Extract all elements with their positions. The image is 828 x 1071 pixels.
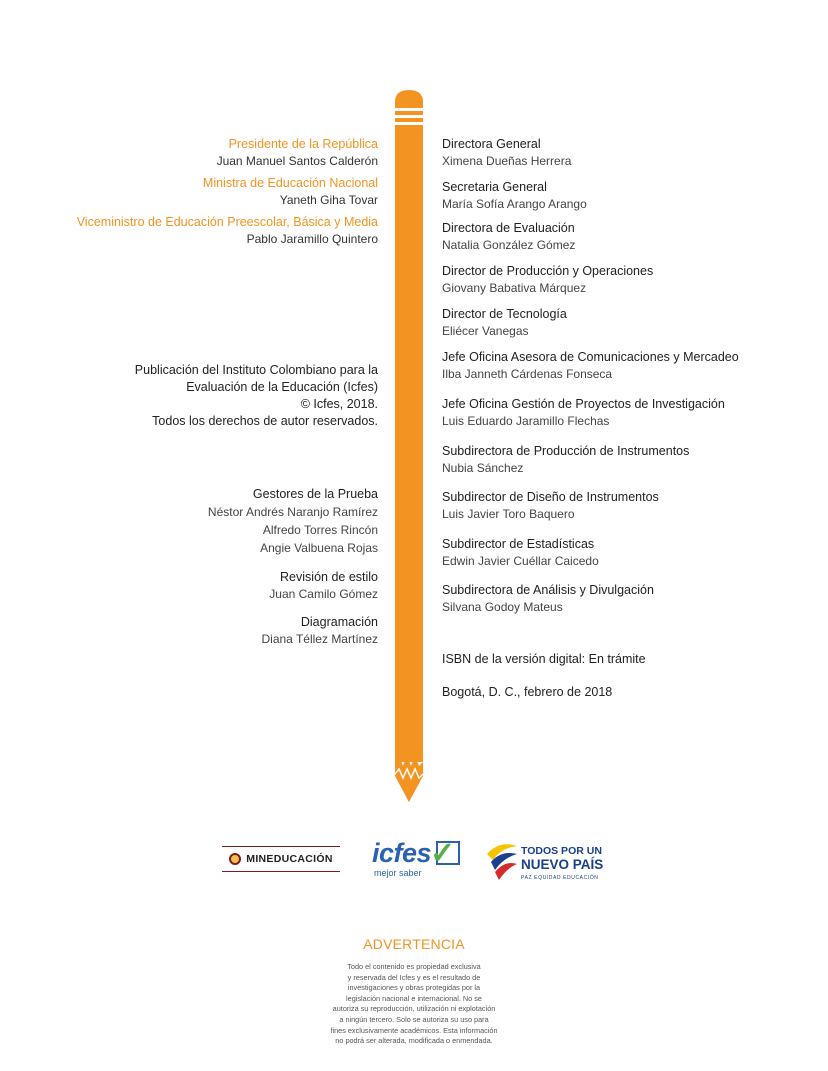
credit-title: Gestores de la Prueba: [252, 487, 378, 501]
official-name: Pablo Jaramillo Quintero: [246, 232, 378, 246]
checkmark-icon: ✓: [430, 837, 456, 870]
credit-name: Néstor Andrés Naranjo Ramírez: [207, 505, 378, 519]
advertencia-line: autoriza su reproducción, utilización ni explotación: [332, 1004, 496, 1014]
director-role: Directora General: [442, 137, 541, 151]
director-role: Director de Tecnología: [442, 307, 567, 321]
credit-name: Diana Téllez Martínez: [261, 632, 378, 646]
director-role: Subdirector de Diseño de Instrumentos: [442, 490, 659, 504]
advertencia-title: ADVERTENCIA: [363, 936, 465, 952]
flag-swoosh-icon: [485, 840, 519, 884]
place-date-text: Bogotá, D. C., febrero de 2018: [442, 685, 613, 699]
advertencia-line: legislación nacional e internacional. No se: [346, 993, 482, 1003]
credit-group: [208, 614, 378, 647]
icfes-logo-tagline: mejor saber: [374, 868, 422, 878]
director-item: [442, 263, 739, 306]
mineducacion-logo-text: MINEDUCACIÓN: [246, 853, 333, 865]
official-name: Yaneth Giha Tovar: [279, 193, 378, 207]
officials-block: [77, 136, 378, 247]
director-item: [442, 220, 739, 263]
director-item: [442, 536, 739, 582]
credit-name: Angie Valbuena Rojas: [260, 541, 378, 555]
official-item: [77, 175, 378, 208]
official-role: Ministra de Educación Nacional: [202, 176, 378, 190]
icfes-logo: [370, 838, 466, 880]
advertencia-line: y reservada del Icfes y es el resultado de: [347, 972, 481, 982]
tpu-line-1: TODOS POR UN: [521, 845, 602, 857]
credit-group: [208, 569, 378, 602]
official-role: Presidente de la República: [228, 137, 378, 151]
advertencia-line: investigaciones y obras protegidas por la: [347, 983, 481, 993]
publication-line: Evaluación de la Educación (Icfes): [186, 380, 378, 394]
director-name: María Sofía Arango Arango: [442, 197, 587, 211]
advertencia-line: no podrá ser alterada, modificada o enmendada.: [335, 1036, 493, 1046]
director-item: [442, 306, 739, 349]
credit-title: Diagramación: [300, 615, 378, 629]
advertencia-line: fines exclusivamente académicos. Esta información: [330, 1025, 498, 1035]
director-item: [442, 136, 739, 179]
director-item: [442, 396, 739, 443]
director-name: Natalia González Gómez: [442, 238, 576, 252]
director-role: Director de Producción y Operaciones: [442, 264, 654, 278]
mineducacion-logo: [222, 846, 340, 872]
publication-line: Publicación del Instituto Colombiano para la: [134, 363, 378, 377]
director-name: Edwin Javier Cuéllar Caicedo: [442, 554, 599, 568]
director-name: Silvana Godoy Mateus: [442, 600, 563, 614]
official-item: [77, 214, 378, 247]
credit-title: Revisión de estilo: [280, 570, 378, 584]
official-name: Juan Manuel Santos Calderón: [216, 154, 378, 168]
director-name: Nubia Sánchez: [442, 461, 524, 475]
credit-group: [208, 486, 378, 557]
director-name: Luis Javier Toro Baquero: [442, 507, 575, 521]
publication-notice: [135, 362, 378, 430]
todos-por-un-nuevo-pais-logo: [485, 836, 610, 886]
director-item: [442, 489, 739, 536]
publication-line: © Icfes, 2018.: [300, 397, 378, 411]
director-name: Ximena Dueñas Herrera: [442, 154, 572, 168]
pencil-divider-icon: [395, 90, 423, 812]
director-role: Directora de Evaluación: [442, 221, 575, 235]
director-role: Subdirector de Estadísticas: [442, 537, 595, 551]
director-item: [442, 443, 739, 489]
official-role: Viceministro de Educación Preescolar, Básica y Media: [76, 215, 378, 229]
director-role: Subdirectora de Análisis y Divulgación: [442, 583, 654, 597]
publication-line: Todos los derechos de autor reservados.: [152, 414, 378, 428]
advertencia-line: Todo el contenido es propiedad exclusiva: [347, 962, 481, 971]
director-role: Subdirectora de Producción de Instrumentos: [442, 444, 690, 458]
director-item: [442, 179, 739, 220]
director-item: [442, 349, 739, 396]
director-role: Jefe Oficina Asesora de Comunicaciones y Mercadeo: [442, 350, 739, 364]
icfes-logo-text: icfes: [372, 838, 432, 868]
official-item: [77, 136, 378, 169]
director-name: Giovany Babativa Márquez: [442, 281, 587, 295]
colombia-crest-icon: [229, 853, 241, 865]
director-role: Secretaria General: [442, 180, 547, 194]
director-name: Ilba Janneth Cárdenas Fonseca: [442, 367, 613, 381]
advertencia-body: [0, 962, 828, 1047]
director-item: [442, 582, 739, 615]
isbn-text: ISBN de la versión digital: En trámite: [442, 652, 646, 666]
credit-name: Juan Camilo Gómez: [269, 587, 378, 601]
advertencia-line: a ningún tercero. Solo se autoriza su uso para: [339, 1014, 489, 1024]
directors-block: [442, 136, 739, 615]
director-name: Luis Eduardo Jaramillo Flechas: [442, 414, 610, 428]
tpu-line-2: NUEVO PAÍS: [521, 857, 604, 872]
credits-block: [208, 486, 378, 647]
credit-name: Alfredo Torres Rincón: [262, 523, 378, 537]
director-name: Eliécer Vanegas: [442, 324, 529, 338]
tpu-line-3: PAZ EQUIDAD EDUCACIÓN: [521, 875, 599, 881]
director-role: Jefe Oficina Gestión de Proyectos de Investigación: [442, 397, 725, 411]
